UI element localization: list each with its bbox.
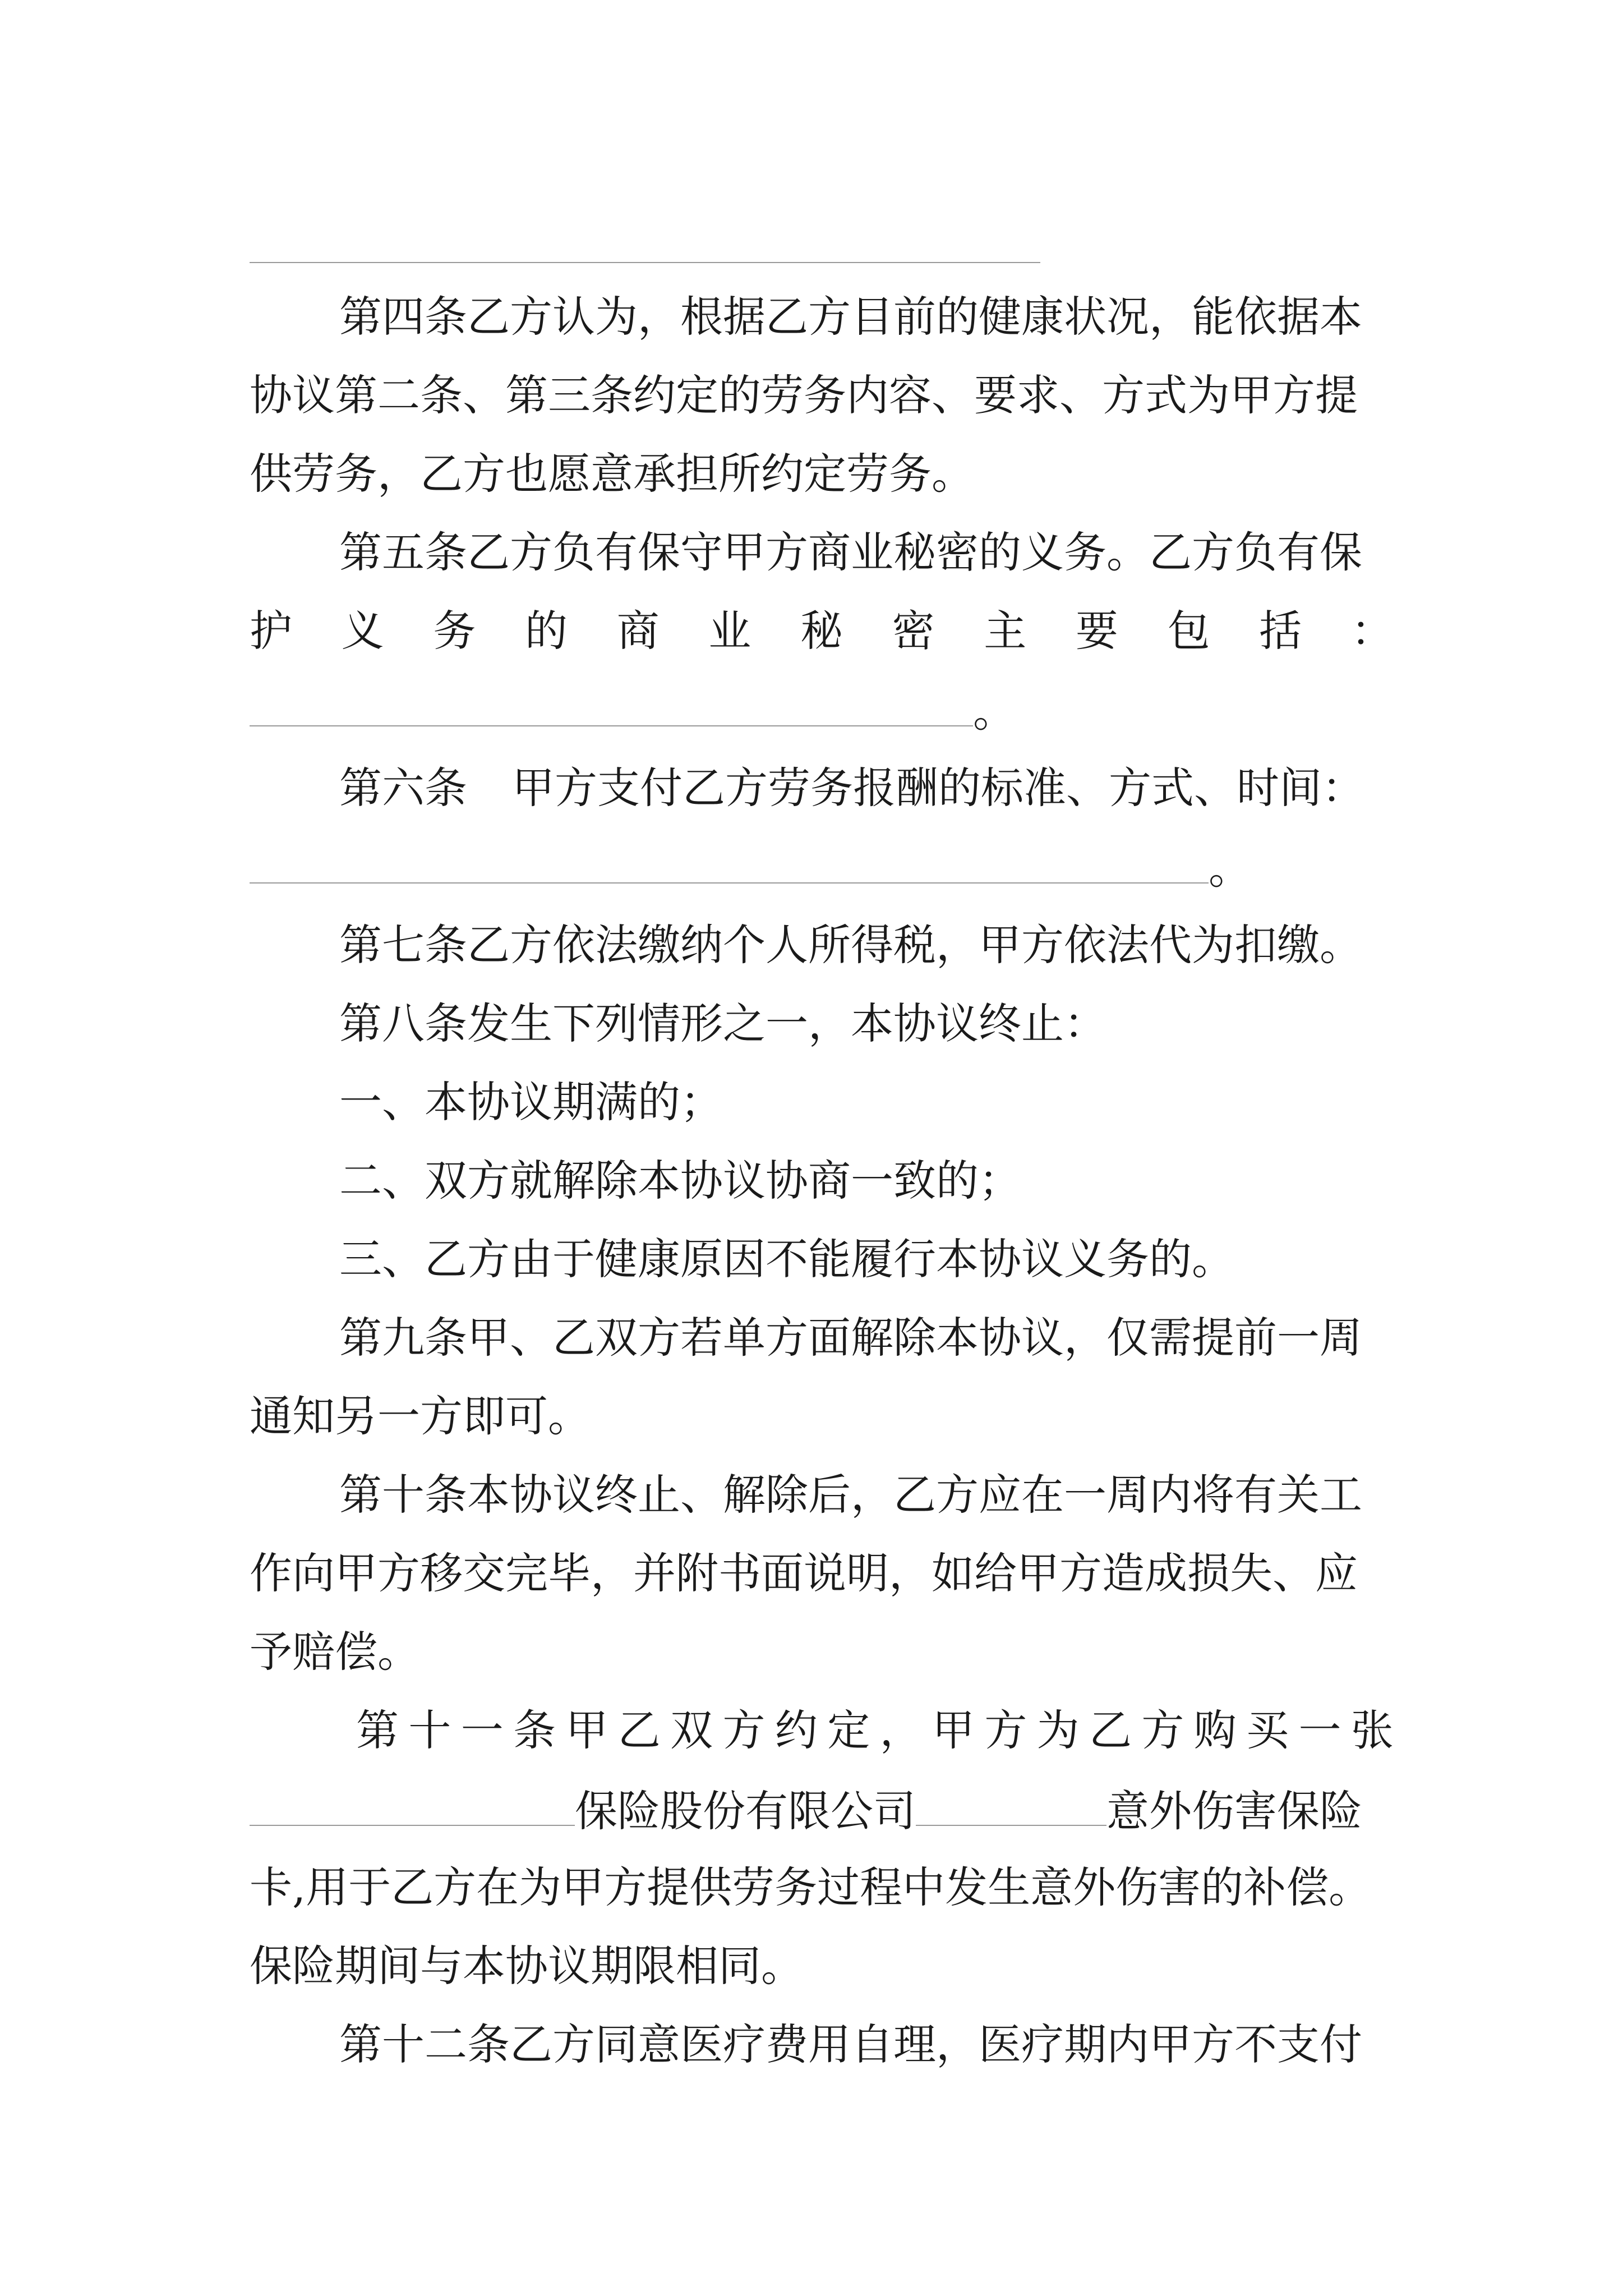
clause5-line2 [250,603,1394,659]
clause11-line3: 卡,用于乙方在为甲方提供劳务过程中发生意外伤害的补偿。 [250,1862,1372,1912]
clause4-line2: 协议第二条、第三条约定的劳务内容、要求、方式为甲方提 [250,370,1358,420]
clause5-line2-char: 商 [616,606,660,656]
clause6-line2-end: 。 [1209,844,1251,894]
clause5-line2-char: 包 [1167,606,1210,656]
clause4-line3: 供劳务，乙方也愿意承担所约定劳务。 [250,449,974,499]
clause5-line2-char: ： [1350,606,1394,656]
clause11-line1-char: 双 [670,1705,713,1755]
clause11-line1-char: 买 [1246,1705,1289,1755]
clause11-line1-char: 一 [460,1705,504,1755]
clause11-line1-char: 约 [774,1705,818,1755]
blank-field[interactable] [250,1781,575,1826]
clause5-line2-char: 务 [433,606,476,656]
clause8-item3: 三、乙方由于健康原因不能履行本协议义务的。 [339,1234,1234,1284]
clause9-line1: 第九条甲、乙双方若单方面解除本协议，仅需提前一周 [339,1313,1362,1363]
clause11-line1-char: 一 [1298,1705,1341,1755]
clause11-line2 [250,1781,1394,1839]
clause11-line1-char: 方 [984,1705,1027,1755]
clause11-line1-char: 十 [408,1705,451,1755]
clause11-line2-mid: 保险股份有限公司 [575,1786,916,1836]
clause11-line1-char: 甲 [565,1705,608,1755]
clause11-line1-char: 乙 [1089,1705,1132,1755]
top-rule [250,262,1040,263]
clause6-line1 [250,760,1483,816]
clause4-line1: 第四条乙方认为，根据乙方目前的健康状况，能依据本 [339,292,1362,342]
clause11-line2-end: 意外伤害保险 [1106,1786,1362,1836]
clause5-line1: 第五条乙方负有保守甲方商业秘密的义务。乙方负有保 [339,527,1362,577]
clause8-item2: 二、双方就解除本协议协商一致的； [339,1156,1021,1205]
clause5-line2-char: 业 [708,606,751,656]
clause7: 第七条乙方依法缴纳个人所得税，甲方依法代为扣缴。 [339,920,1362,970]
clause5-line2-char: 秘 [800,606,843,656]
clause11-line4: 保险期间与本协议期限相同。 [250,1941,804,1991]
clause11-line1-char: 张 [1350,1705,1394,1755]
clause11-line1-char: 乙 [617,1705,661,1755]
clause5-line2-char: 括 [1259,606,1302,656]
blank-field[interactable] [916,1781,1106,1826]
clause11-line1-char: 条 [513,1705,556,1755]
clause11-line1-char: ， [879,1705,923,1755]
clause9-line2: 通知另一方即可。 [250,1391,591,1441]
clause10-line3: 予赔偿。 [250,1627,420,1677]
clause11-line1-char: 购 [1193,1705,1237,1755]
clause5-line2-char: 要 [1075,606,1118,656]
clause6-text: 甲方支付乙方劳务报酬的标准、方式、时间： [512,763,1364,813]
clause10-line2: 作向甲方移交完毕，并附书面说明，如给甲方造成损失、应 [250,1548,1358,1598]
clause12-line1: 第十二条乙方同意医疗费用自理，医疗期内甲方不支付 [339,2019,1362,2069]
clause11-line1-char: 为 [1036,1705,1080,1755]
clause6-prefix: 第六条 [339,763,467,813]
clause11-line1-char: 第 [356,1705,399,1755]
blank-field[interactable] [250,682,973,726]
blank-field[interactable] [250,839,1209,884]
clause5-line2-char: 义 [341,606,384,656]
clause5-line2-char: 密 [892,606,935,656]
clause10-line1: 第十条本协议终止、解除后，乙方应在一周内将有关工 [339,1470,1362,1520]
clause11-line1-char: 甲 [932,1705,975,1755]
clause6-line2 [250,839,1394,897]
clause5-line2-char: 护 [250,606,292,656]
clause5-line3-end: 。 [973,687,1016,737]
clause5-line2-char: 的 [524,606,568,656]
clause8-intro: 第八条发生下列情形之一，本协议终止： [339,999,1106,1048]
clause5-line2-char: 主 [984,606,1027,656]
clause11-line1-char: 定 [827,1705,870,1755]
clause11-line1 [250,1703,1394,1759]
clause5-line3 [250,682,1394,740]
clause8-item1: 一、本协议期满的； [339,1077,723,1127]
clause11-line1-char: 方 [1141,1705,1184,1755]
clause11-line1-char: 方 [722,1705,766,1755]
